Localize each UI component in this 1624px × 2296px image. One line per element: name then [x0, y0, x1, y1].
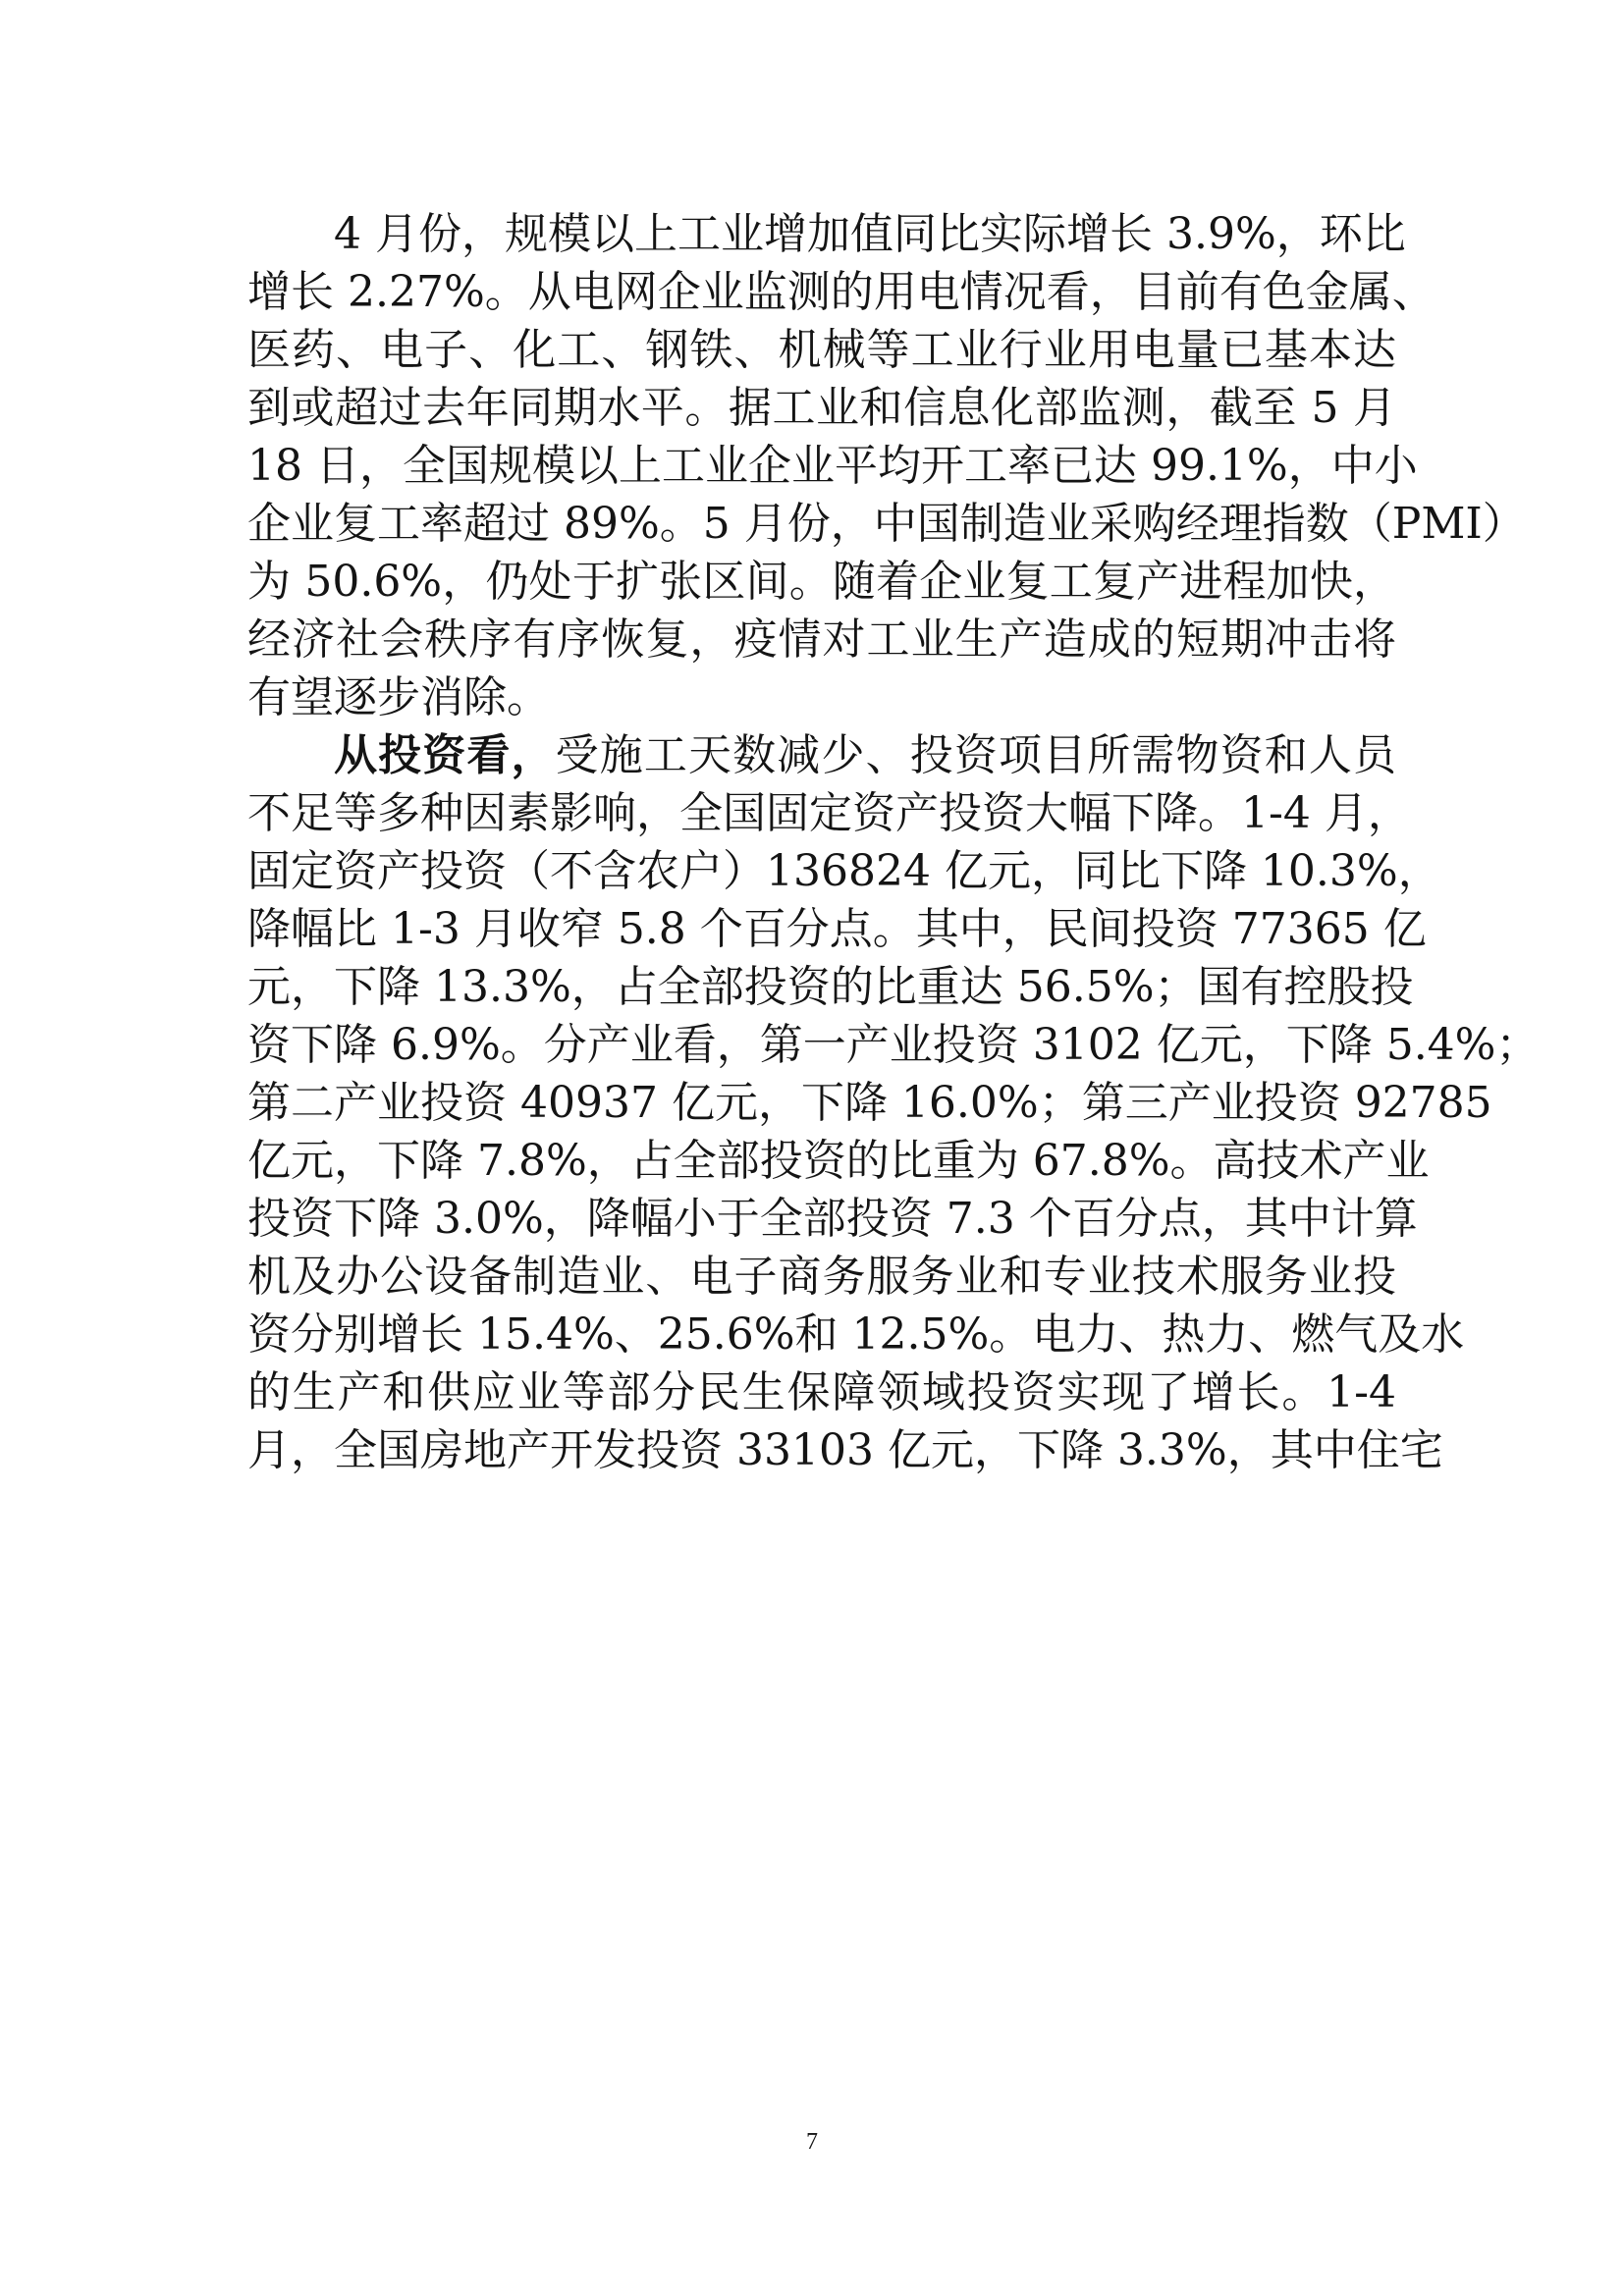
paragraph-2-line-12: 的生产和供应业等部分民生保障领域投资实现了增长。1-4 — [247, 1367, 1396, 1417]
paragraph-1-line-5: 18 日，全国规模以上工业企业平均开工率已达 99.1%，中小 — [247, 441, 1418, 491]
paragraph-2-line-11: 资分别增长 15.4%、25.6%和 12.5%。电力、热力、燃气及水 — [247, 1309, 1465, 1360]
paragraph-2-line-1-text: 受施工天数减少、投资项目所需物资和人员 — [555, 730, 1397, 780]
paragraph-2-line-2: 不足等多种因素影响，全国固定资产投资大幅下降。1-4 月， — [247, 788, 1411, 838]
paragraph-1-line-7: 为 50.6%，仍处于扩张区间。随着企业复工复产进程加快， — [247, 557, 1396, 607]
paragraph-2-lead: 从投资看， — [334, 730, 556, 780]
page-number: 7 — [806, 2129, 818, 2155]
paragraph-1-line-6: 企业复工率超过 89%。5 月份，中国制造业采购经理指数（PMI） — [247, 499, 1526, 549]
paragraph-1-line-3: 医药、电子、化工、钢铁、机械等工业行业用电量已基本达 — [247, 325, 1396, 375]
paragraph-2-line-5: 元，下降 13.3%，占全部投资的比重达 56.5%；国有控股投 — [247, 962, 1414, 1012]
paragraph-2-line-6: 资下降 6.9%。分产业看，第一产业投资 3102 亿元，下降 5.4%； — [247, 1020, 1540, 1070]
paragraph-1-line-4: 到或超过去年同期水平。据工业和信息化部监测，截至 5 月 — [247, 383, 1396, 433]
paragraph-1-line-9: 有望逐步消除。 — [247, 672, 550, 722]
paragraph-2-line-7: 第二产业投资 40937 亿元，下降 16.0%；第三产业投资 92785 — [247, 1078, 1492, 1128]
paragraph-2-line-8: 亿元，下降 7.8%，占全部投资的比重为 67.8%。高技术产业 — [247, 1136, 1430, 1186]
paragraph-1-line-1: 4 月份，规模以上工业增加值同比实际增长 3.9%，环比 — [334, 209, 1406, 259]
paragraph-2-line-10: 机及办公设备制造业、电子商务服务业和专业技术服务业投 — [247, 1252, 1396, 1302]
paragraph-2-line-4: 降幅比 1-3 月收窄 5.8 个百分点。其中，民间投资 77365 亿 — [247, 904, 1427, 954]
paragraph-1-line-8: 经济社会秩序有序恢复，疫情对工业生产造成的短期冲击将 — [247, 614, 1396, 665]
paragraph-2-line-9: 投资下降 3.0%，降幅小于全部投资 7.3 个百分点，其中计算 — [247, 1194, 1418, 1244]
paragraph-2-line-13: 月，全国房地产开发投资 33103 亿元，下降 3.3%，其中住宅 — [247, 1425, 1443, 1475]
paragraph-1-line-2: 增长 2.27%。从电网企业监测的用电情况看，目前有色金属、 — [247, 267, 1435, 317]
paragraph-2-line-3: 固定资产投资（不含农户）136824 亿元，同比下降 10.3%， — [247, 846, 1441, 896]
